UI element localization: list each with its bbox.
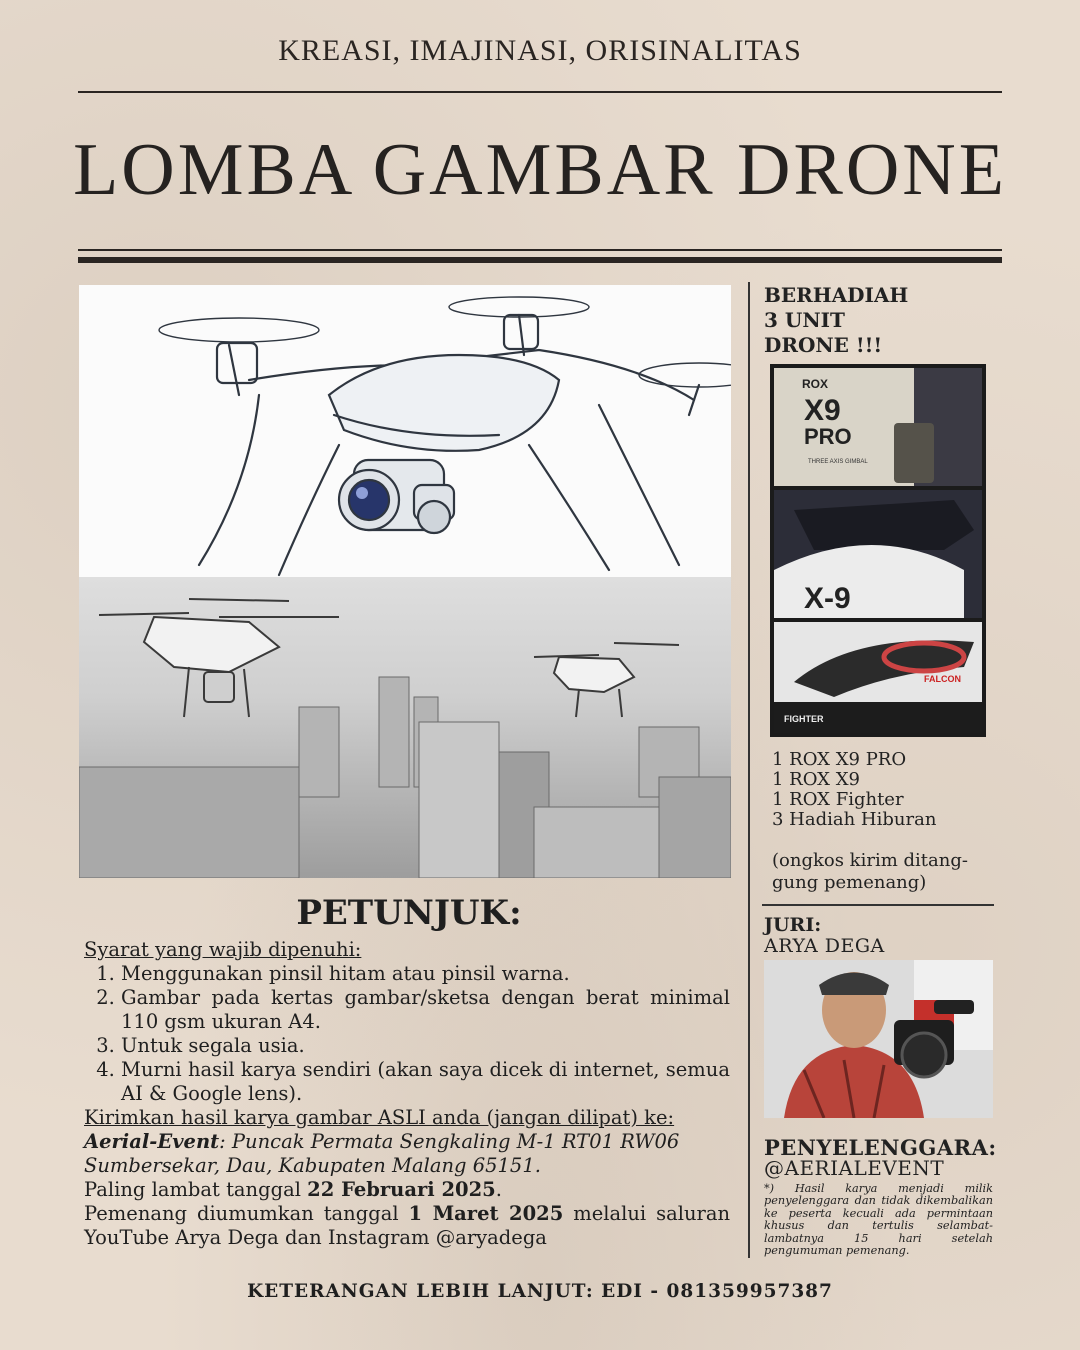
jury-photo xyxy=(764,960,993,1118)
contact-footer: KETERANGAN LEBIH LANJUT: EDI - 081359957387 xyxy=(247,1281,833,1302)
prize-photo-label-gimbal: THREE AXIS GIMBAL xyxy=(808,459,868,465)
requirement-item: 1. Menggunakan pinsil hitam atau pinsil warna. xyxy=(121,962,730,986)
address-text: : Puncak Permata Sengkaling M-1 RT01 RW06 Sumbersekar, Dau, Kabupaten Malang 65151. xyxy=(84,1130,680,1177)
instructions-body xyxy=(84,938,730,1250)
requirements-list xyxy=(84,962,730,1106)
header-rule-top xyxy=(78,91,1002,93)
prize-photo-label-falcon: FALCON xyxy=(924,674,961,684)
tagline: KREASI, IMAJINASI, ORISINALITAS xyxy=(278,34,802,67)
prize-photo-label-fighter: FIGHTER xyxy=(784,714,824,724)
prize-photo-label-pro: PRO xyxy=(804,424,852,449)
prize-photo-label-x-9: X-9 xyxy=(804,582,851,615)
deadline-date: 22 Februari 2025 xyxy=(307,1178,496,1201)
prize-item: 1 ROX X9 PRO xyxy=(772,749,907,770)
prize-photo-x9-pro xyxy=(774,368,982,486)
requirements-heading: Syarat yang wajib dipenuhi: xyxy=(84,938,362,961)
requirement-item: 3. Untuk segala usia. xyxy=(121,1034,730,1058)
header-rule-thin xyxy=(78,249,1002,251)
jury-rule xyxy=(762,904,994,906)
prize-photo-x9 xyxy=(774,490,982,618)
organizer-handle: @AERIALEVENT xyxy=(764,1156,945,1180)
organizer-label: PENYELENGGARA: xyxy=(764,1135,997,1160)
ownership-note: *) Hasil karya menjadi milik penyelenggara dan tidak dikembalikan ke peserta kecuali ada permintaan khusus dan tertulis selambat-lambatnya 15 hari setelah pengumuman pemenang. xyxy=(764,1182,993,1258)
instructions-title: PETUNJUK: xyxy=(296,893,522,933)
prize-photo-collage xyxy=(770,364,986,737)
deadline: Paling lambat tanggal 22 Februari 2025. xyxy=(84,1178,502,1201)
prize-photo-label-x9: X9 xyxy=(804,394,841,427)
drone-sketch-image xyxy=(79,285,731,577)
send-heading: Kirimkan hasil karya gambar ASLI anda (jangan dilipat) ke: xyxy=(84,1106,675,1129)
prize-photo-fighter xyxy=(774,622,982,733)
announcement-date: 1 Maret 2025 xyxy=(408,1202,564,1225)
prize-heading: BERHADIAH 3 UNIT DRONE !!! xyxy=(764,283,909,357)
requirement-item: 4. Murni hasil karya sendiri (akan saya dicek di internet, semua AI & Google lens). xyxy=(121,1058,730,1106)
column-divider xyxy=(748,282,750,1258)
prize-item: 1 ROX X9 xyxy=(772,769,860,790)
jury-name: ARYA DEGA xyxy=(764,935,885,957)
shipping-note: (ongkos kirim ditang-gung pemenang) xyxy=(772,850,968,893)
prize-list xyxy=(772,750,1002,830)
announcement: Pemenang diumumkan tanggal 1 Maret 2025 melalui saluran YouTube Arya Dega dan Instagram @aryadega xyxy=(84,1202,731,1249)
prize-photo-label-rox: ROX xyxy=(802,377,829,391)
drone-city-drawing-image xyxy=(79,577,731,878)
page-title: LOMBA GAMBAR DRONE xyxy=(73,129,1007,211)
recipient-address xyxy=(84,1130,730,1178)
prize-item: 1 ROX Fighter xyxy=(772,789,904,810)
prize-item: 3 Hadiah Hiburan xyxy=(772,809,937,830)
recipient-name: Aerial-Event xyxy=(84,1130,220,1153)
header-rule-thick xyxy=(78,257,1002,263)
jury-label: JURI: xyxy=(764,914,822,936)
requirement-item: 2. Gambar pada kertas gambar/sketsa dengan berat minimal 110 gsm ukuran A4. xyxy=(121,986,730,1034)
